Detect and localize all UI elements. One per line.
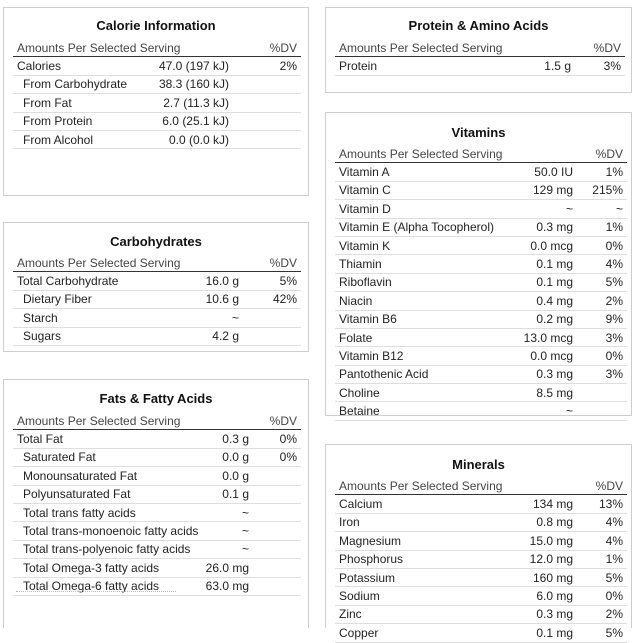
nutrient-row-vitamin-d — [335, 200, 627, 218]
nutrient-row-from-carbohydrate — [13, 75, 301, 93]
nutrient-label: From Alcohol — [13, 130, 145, 148]
vitamins-title: Vitamins — [451, 125, 506, 140]
nutrient-label: Iron — [335, 513, 515, 531]
nutrient-dv: 1% — [579, 218, 627, 236]
nutrient-dv — [579, 384, 627, 402]
nutrient-amount: 16.0 g — [163, 272, 245, 290]
nutrient-row-total-trans-fatty-acids — [13, 503, 301, 521]
nutrient-amount: ~ — [205, 522, 255, 540]
nutrient-label: Polyunsaturated Fat — [13, 485, 205, 503]
nutrient-dv: 0% — [579, 587, 627, 605]
nutrient-row-from-fat — [13, 94, 301, 112]
nutrient-label: Saturated Fat — [13, 448, 205, 466]
nutrient-label: Starch — [13, 309, 163, 327]
nutrient-label: Vitamin D — [335, 200, 515, 218]
nutrient-dv: 215% — [579, 181, 627, 199]
nutrient-amount: 0.1 g — [205, 485, 255, 503]
nutrient-amount: 129 mg — [515, 181, 579, 199]
table-header — [335, 145, 627, 163]
nutrient-label: Sugars — [13, 327, 163, 345]
nutrient-row-pantothenic-acid — [335, 365, 627, 383]
nutrient-dv — [235, 75, 301, 93]
nutrient-label: Thiamin — [335, 255, 515, 273]
nutrient-amount: ~ — [163, 309, 245, 327]
nutrient-label: Vitamin E (Alpha Tocopherol) — [335, 218, 515, 236]
fats-title: Fats & Fatty Acids — [99, 391, 213, 406]
nutrient-amount: ~ — [205, 540, 255, 558]
vitamins-table — [335, 145, 627, 421]
nutrient-dv: 0% — [579, 236, 627, 254]
nutrient-row-polyunsaturated-fat — [13, 485, 301, 503]
nutrient-amount: 0.3 mg — [515, 605, 579, 623]
nutrient-row-copper — [335, 624, 627, 642]
nutrient-row-zinc — [335, 605, 627, 623]
fats-panel — [3, 379, 309, 628]
nutrient-dv — [255, 485, 301, 503]
nutrient-dv: 4% — [579, 255, 627, 273]
nutrient-amount: 0.1 mg — [515, 273, 579, 291]
nutrient-dv: 5% — [579, 624, 627, 642]
nutrient-label: Total trans-monoenoic fatty acids — [13, 522, 205, 540]
nutrient-dv — [255, 503, 301, 521]
nutrient-label: Zinc — [335, 605, 515, 623]
nutrient-label: Total trans fatty acids — [13, 503, 205, 521]
calorie-table — [13, 39, 301, 149]
nutrient-row-total-fat — [13, 430, 301, 448]
nutrient-amount: 0.1 mg — [515, 624, 579, 642]
nutrient-dv: 2% — [579, 605, 627, 623]
nutrient-amount: 63.0 mg — [205, 577, 255, 595]
nutrient-row-monounsaturated-fat — [13, 467, 301, 485]
nutrient-row-phosphorus — [335, 550, 627, 568]
nutrient-row-total-trans-polyenoic-fatty-acids — [13, 540, 301, 558]
nutrient-amount: 0.3 mg — [515, 365, 579, 383]
nutrient-row-vitamin-a — [335, 163, 627, 181]
nutrient-amount: 160 mg — [515, 568, 579, 586]
nutrient-amount: 0.1 mg — [515, 255, 579, 273]
nutrient-dv — [245, 309, 301, 327]
nutrient-amount: ~ — [205, 503, 255, 521]
nutrient-row-folate — [335, 328, 627, 346]
nutrient-label: Total Omega-6 fatty acids — [13, 577, 205, 595]
nutrient-row-sodium — [335, 587, 627, 605]
dv-header: %DV — [255, 412, 301, 430]
nutrient-amount: 13.0 mcg — [515, 328, 579, 346]
nutrient-label: Magnesium — [335, 532, 515, 550]
nutrient-label: Protein — [335, 57, 505, 75]
nutrient-amount: 0.0 mcg — [515, 236, 579, 254]
amount-header: Amounts Per Selected Serving — [13, 39, 235, 57]
nutrient-dv: 13% — [579, 495, 627, 513]
dv-header: %DV — [579, 477, 627, 495]
nutrient-row-vitamin-b6 — [335, 310, 627, 328]
nutrient-amount: 0.8 mg — [515, 513, 579, 531]
nutrient-dv — [255, 540, 301, 558]
nutrient-dv: 2% — [579, 292, 627, 310]
nutrient-label: Phosphorus — [335, 550, 515, 568]
nutrient-row-from-protein — [13, 112, 301, 130]
nutrient-dv: ~ — [579, 200, 627, 218]
nutrient-label: Calories — [13, 57, 145, 75]
nutrient-row-from-alcohol — [13, 130, 301, 148]
nutrient-amount: 0.0 mcg — [515, 347, 579, 365]
nutrient-row-thiamin — [335, 255, 627, 273]
nutrient-dv: 9% — [579, 310, 627, 328]
nutrient-amount: 4.2 g — [163, 327, 245, 345]
nutrient-row-total-trans-monoenoic-fatty-acids — [13, 522, 301, 540]
table-header — [335, 477, 627, 495]
nutrient-label: Vitamin B12 — [335, 347, 515, 365]
nutrient-row-vitamin-k — [335, 236, 627, 254]
nutrient-label: Betaine — [335, 402, 515, 420]
nutrient-amount: 0.3 mg — [515, 218, 579, 236]
nutrient-dv — [255, 522, 301, 540]
nutrient-row-total-carbohydrate — [13, 272, 301, 290]
nutrient-label: Copper — [335, 624, 515, 642]
amount-header: Amounts Per Selected Serving — [335, 145, 579, 163]
calorie-title: Calorie Information — [96, 18, 216, 33]
carbs-panel — [3, 222, 309, 352]
nutrient-label: Riboflavin — [335, 273, 515, 291]
nutrient-amount: 0.4 mg — [515, 292, 579, 310]
carbs-title: Carbohydrates — [110, 234, 202, 249]
nutrient-row-starch — [13, 309, 301, 327]
nutrient-dv: 2% — [235, 57, 301, 75]
nutrient-dv: 0% — [255, 430, 301, 448]
nutrient-amount: 1.5 g — [505, 57, 577, 75]
nutrient-label: Total Carbohydrate — [13, 272, 163, 290]
table-header — [13, 412, 301, 430]
nutrient-label: Calcium — [335, 495, 515, 513]
nutrient-row-vitamin-b12 — [335, 347, 627, 365]
fats-table — [13, 412, 301, 596]
nutrient-label: From Carbohydrate — [13, 75, 145, 93]
nutrient-dv: 0% — [255, 448, 301, 466]
nutrient-amount: ~ — [515, 402, 579, 420]
dv-header: %DV — [245, 254, 301, 272]
nutrient-row-betaine — [335, 402, 627, 420]
minerals-table — [335, 477, 627, 643]
nutrient-dv: 42% — [245, 290, 301, 308]
nutrient-row-vitamin-e-alpha-tocopherol — [335, 218, 627, 236]
nutrient-row-calcium — [335, 495, 627, 513]
protein-table — [335, 39, 625, 76]
vitamins-panel — [325, 112, 632, 419]
nutrient-label: Vitamin C — [335, 181, 515, 199]
minerals-title: Minerals — [452, 457, 505, 472]
nutrient-dv — [579, 402, 627, 420]
nutrient-label: Total Omega-3 fatty acids — [13, 559, 205, 577]
table-header — [335, 39, 625, 57]
nutrient-dv — [235, 130, 301, 148]
nutrient-label: Folate — [335, 328, 515, 346]
nutrient-label: Niacin — [335, 292, 515, 310]
nutrient-row-dietary-fiber — [13, 290, 301, 308]
nutrient-amount: 134 mg — [515, 495, 579, 513]
nutrient-label: Potassium — [335, 568, 515, 586]
nutrient-amount: 38.3 (160 kJ) — [145, 75, 235, 93]
nutrient-dv — [255, 559, 301, 577]
minerals-panel — [325, 444, 632, 640]
nutrient-amount: 0.3 g — [205, 430, 255, 448]
nutrient-dv — [235, 112, 301, 130]
nutrient-amount: 8.5 mg — [515, 384, 579, 402]
nutrient-dv: 0% — [579, 347, 627, 365]
nutrient-amount: 2.7 (11.3 kJ) — [145, 94, 235, 112]
nutrient-label: Monounsaturated Fat — [13, 467, 205, 485]
nutrient-row-vitamin-c — [335, 181, 627, 199]
nutrient-amount: 6.0 (25.1 kJ) — [145, 112, 235, 130]
nutrient-row-sugars — [13, 327, 301, 345]
nutrient-row-protein — [335, 57, 625, 75]
nutrient-label: Total Fat — [13, 430, 205, 448]
nutrient-amount: 50.0 IU — [515, 163, 579, 181]
dv-header: %DV — [577, 39, 625, 57]
dv-header: %DV — [235, 39, 301, 57]
nutrient-amount: 6.0 mg — [515, 587, 579, 605]
nutrient-dv: 5% — [579, 568, 627, 586]
nutrient-dv: 3% — [579, 365, 627, 383]
nutrient-amount: 47.0 (197 kJ) — [145, 57, 235, 75]
amount-header: Amounts Per Selected Serving — [13, 412, 255, 430]
nutrient-amount: 15.0 mg — [515, 532, 579, 550]
nutrient-amount: 0.0 g — [205, 467, 255, 485]
protein-panel — [325, 7, 632, 93]
nutrient-amount: 0.0 g — [205, 448, 255, 466]
nutrient-dv: 5% — [579, 273, 627, 291]
nutrient-row-total-omega-3-fatty-acids — [13, 559, 301, 577]
nutrient-dv — [255, 467, 301, 485]
nutrient-amount: 0.2 mg — [515, 310, 579, 328]
nutrient-row-iron — [335, 513, 627, 531]
amount-header: Amounts Per Selected Serving — [335, 39, 577, 57]
nutrient-label: Pantothenic Acid — [335, 365, 515, 383]
nutrient-dv — [245, 327, 301, 345]
cut-edge — [16, 591, 176, 598]
nutrient-dv — [235, 94, 301, 112]
nutrient-dv: 4% — [579, 532, 627, 550]
nutrient-label: Vitamin B6 — [335, 310, 515, 328]
nutrient-label: Total trans-polyenoic fatty acids — [13, 540, 205, 558]
nutrient-amount: 10.6 g — [163, 290, 245, 308]
nutrient-row-riboflavin — [335, 273, 627, 291]
table-header — [13, 39, 301, 57]
nutrient-row-potassium — [335, 568, 627, 586]
nutrient-row-choline — [335, 384, 627, 402]
nutrient-row-magnesium — [335, 532, 627, 550]
nutrient-row-saturated-fat — [13, 448, 301, 466]
nutrient-label: From Protein — [13, 112, 145, 130]
nutrient-dv: 5% — [245, 272, 301, 290]
protein-title: Protein & Amino Acids — [408, 18, 549, 33]
nutrient-amount: 12.0 mg — [515, 550, 579, 568]
nutrient-dv: 1% — [579, 550, 627, 568]
nutrient-row-calories — [13, 57, 301, 75]
nutrient-dv: 1% — [579, 163, 627, 181]
nutrient-amount: 26.0 mg — [205, 559, 255, 577]
nutrient-label: Sodium — [335, 587, 515, 605]
carbs-table — [13, 254, 301, 346]
nutrient-label: Vitamin K — [335, 236, 515, 254]
amount-header: Amounts Per Selected Serving — [13, 254, 245, 272]
nutrient-dv — [255, 577, 301, 595]
nutrient-label: From Fat — [13, 94, 145, 112]
nutrient-dv: 3% — [577, 57, 625, 75]
nutrient-dv: 4% — [579, 513, 627, 531]
dv-header: %DV — [579, 145, 627, 163]
nutrient-dv: 3% — [579, 328, 627, 346]
nutrient-label: Choline — [335, 384, 515, 402]
nutrient-amount: ~ — [515, 200, 579, 218]
calorie-panel — [3, 7, 309, 196]
amount-header: Amounts Per Selected Serving — [335, 477, 579, 495]
table-header — [13, 254, 301, 272]
nutrient-row-niacin — [335, 292, 627, 310]
nutrient-label: Dietary Fiber — [13, 290, 163, 308]
nutrient-label: Vitamin A — [335, 163, 515, 181]
nutrient-amount: 0.0 (0.0 kJ) — [145, 130, 235, 148]
